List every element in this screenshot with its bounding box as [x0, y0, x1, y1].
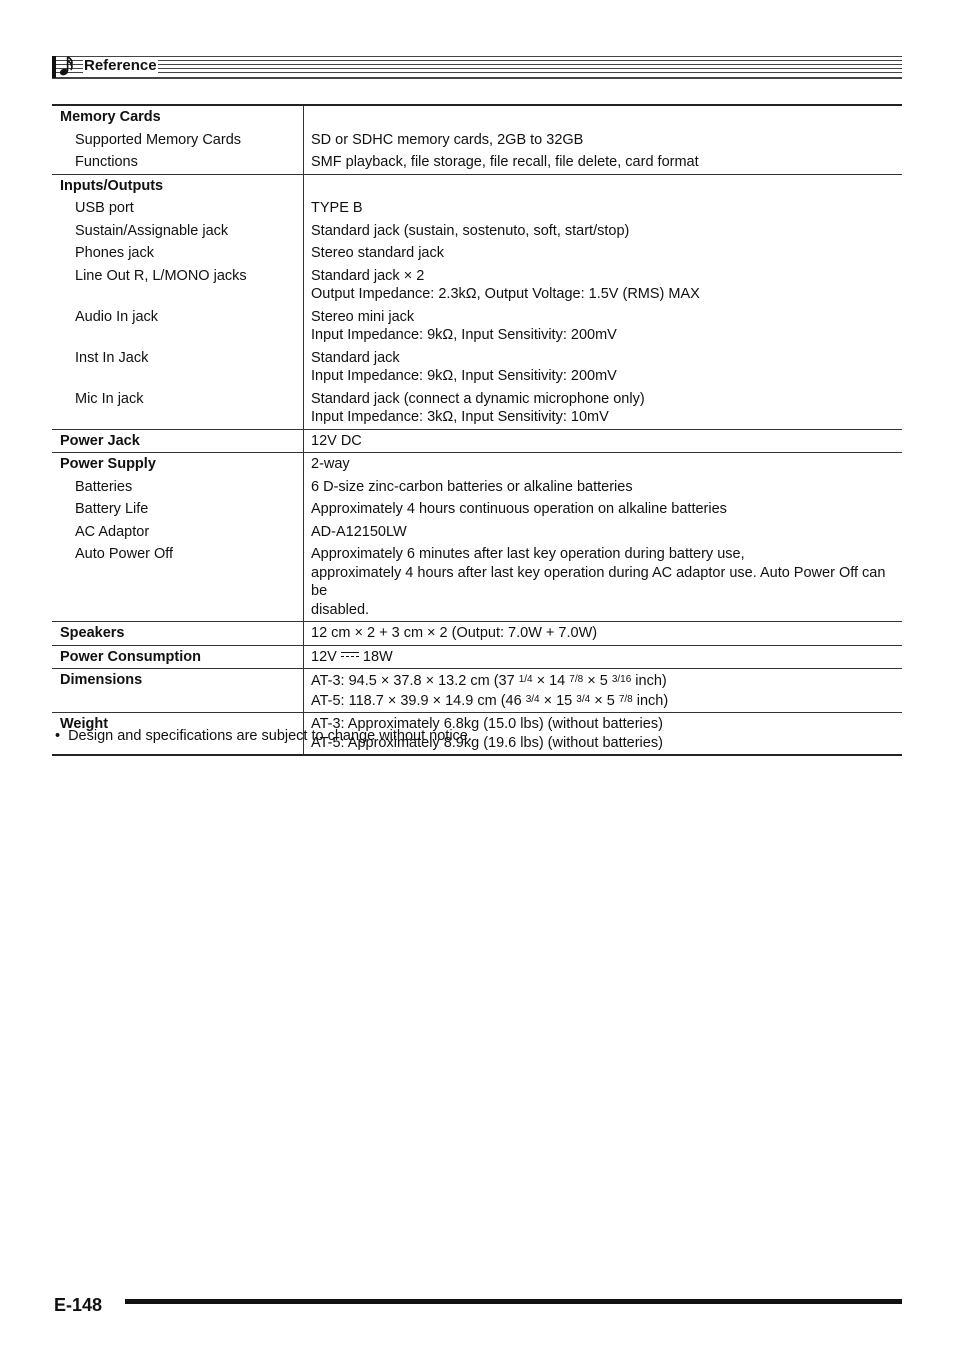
- spec-value-line: Input Impedance: 9kΩ, Input Sensitivity: 200mV: [311, 327, 617, 343]
- spec-value-line: Standard jack × 2: [311, 267, 425, 284]
- weight-line: AT-5: Approximately 8.9kg (19.6 lbs) (without batteries): [311, 734, 663, 751]
- spec-row: [52, 129, 902, 152]
- spec-value-line: Standard jack: [311, 349, 400, 366]
- dimension-text: inch): [631, 673, 667, 689]
- spec-heading: Power Supply: [52, 453, 304, 476]
- dimension-line: [311, 671, 896, 691]
- spec-heading: Power Jack: [52, 429, 304, 453]
- spec-label: Functions: [52, 151, 304, 174]
- spec-value: [304, 129, 903, 152]
- wattage: 18W: [362, 648, 393, 665]
- dimension-text: × 5: [583, 673, 612, 689]
- spec-value: [304, 220, 903, 243]
- spec-heading: Dimensions: [52, 669, 304, 713]
- spec-label: USB port: [52, 197, 304, 220]
- spec-row: [52, 476, 902, 499]
- fraction: 7/8: [618, 693, 633, 705]
- spec-heading-row: [52, 669, 902, 713]
- spec-value-line: Standard jack (connect a dynamic microphone only): [311, 390, 645, 407]
- spec-group: [52, 669, 902, 713]
- fraction: 3/4: [525, 693, 540, 705]
- spec-row: [52, 242, 902, 265]
- spec-heading-value: [304, 645, 903, 669]
- fraction: 7/8: [569, 674, 584, 685]
- dimension-text: AT-5: 118.7 × 39.9 × 14.9 cm (46: [311, 692, 526, 709]
- dimension-line: [311, 691, 896, 711]
- spec-value-line: Approximately 6 minutes after last key operation during battery use,: [311, 546, 745, 562]
- spec-value: [304, 242, 903, 265]
- spec-value-line: approximately 4 hours after last key operation during AC adaptor use. Auto Power Off can be: [311, 564, 886, 599]
- spec-heading: Power Consumption: [52, 645, 304, 669]
- spec-value: [304, 347, 903, 388]
- fraction: 3/4: [576, 693, 591, 705]
- spec-label: Inst In Jack: [52, 347, 304, 388]
- footnote: [55, 728, 472, 744]
- spec-heading-row: [52, 645, 902, 669]
- section-title: Reference: [84, 57, 157, 74]
- spec-value-line: disabled.: [311, 601, 370, 618]
- spec-label: Line Out R, L/MONO jacks: [52, 265, 304, 306]
- spec-heading-row: [52, 105, 902, 129]
- spec-heading: Inputs/Outputs: [52, 174, 304, 197]
- dimension-text: × 5: [590, 692, 619, 709]
- spec-value-line: Approximately 4 hours continuous operation on alkaline batteries: [311, 501, 727, 517]
- spec-heading: Speakers: [52, 622, 304, 646]
- page-number: E-148: [54, 1295, 103, 1315]
- footer-rule: [125, 1299, 902, 1304]
- spec-heading-row: [52, 429, 902, 453]
- spec-group: [52, 453, 902, 622]
- spec-row: [52, 220, 902, 243]
- spec-value: [304, 543, 903, 622]
- spec-value: [304, 388, 903, 430]
- dimension-text: × 14: [532, 673, 570, 689]
- fraction: 1/4: [518, 674, 533, 685]
- spec-group: [52, 174, 902, 429]
- spec-heading-value: [304, 174, 903, 197]
- spec-heading-value: 12V DC: [311, 432, 362, 449]
- spec-label: Phones jack: [52, 242, 304, 265]
- dimension-text: AT-3: 94.5 × 37.8 × 13.2 cm (37: [311, 673, 519, 689]
- spec-value-line: Standard jack (sustain, sostenuto, soft, start/stop): [311, 222, 630, 239]
- dimension-text: × 15: [539, 692, 577, 709]
- spec-row: [52, 347, 902, 388]
- spec-group: [52, 105, 902, 174]
- spec-value: [304, 306, 903, 347]
- weight-line: AT-3: Approximately 6.8kg (15.0 lbs) (without batteries): [311, 716, 663, 732]
- spec-label: Battery Life: [52, 498, 304, 521]
- spec-value-line: Stereo mini jack: [311, 308, 415, 325]
- spec-value-line: AD-A12150LW: [311, 523, 407, 540]
- spec-row: [52, 498, 902, 521]
- spec-heading-row: [52, 622, 902, 646]
- spec-row: [52, 521, 902, 544]
- spec-value: [304, 197, 903, 220]
- spec-value: [304, 521, 903, 544]
- spec-group: [52, 645, 902, 669]
- header-bar: [52, 56, 56, 78]
- spec-label: Sustain/Assignable jack: [52, 220, 304, 243]
- spec-label: Mic In jack: [52, 388, 304, 430]
- spec-row: [52, 388, 902, 430]
- spec-value-line: SMF playback, file storage, file recall, file delete, card format: [311, 154, 699, 170]
- bullet: •: [55, 728, 61, 744]
- spec-heading-value: [304, 105, 903, 129]
- spec-value: [304, 476, 903, 499]
- voltage: 12V: [311, 648, 337, 665]
- spec-value-line: SD or SDHC memory cards, 2GB to 32GB: [311, 131, 584, 148]
- spec-row: [52, 306, 902, 347]
- footnote-text: Design and specifications are subject to change without notice.: [68, 728, 472, 744]
- section-header: [52, 54, 902, 80]
- spec-value: [304, 265, 903, 306]
- spec-heading: Memory Cards: [52, 105, 304, 129]
- spec-value: [304, 151, 903, 174]
- spec-heading-value: [304, 669, 903, 713]
- spec-label: AC Adaptor: [52, 521, 304, 544]
- spec-row: [52, 197, 902, 220]
- spec-heading: Weight: [52, 713, 304, 756]
- dc-symbol-icon: [341, 652, 359, 659]
- spec-heading-row: [52, 453, 902, 476]
- spec-row: [52, 151, 902, 174]
- spec-row: [52, 265, 902, 306]
- spec-value: [304, 498, 903, 521]
- music-note-icon: [58, 55, 78, 77]
- spec-value-line: 6 D-size zinc-carbon batteries or alkaline batteries: [311, 478, 633, 495]
- spec-value-line: Output Impedance: 2.3kΩ, Output Voltage: 1.5V (RMS) MAX: [311, 286, 700, 302]
- spec-label: Supported Memory Cards: [52, 129, 304, 152]
- spec-group: [52, 622, 902, 646]
- header-rules: [52, 54, 902, 80]
- spec-label: Auto Power Off: [52, 543, 304, 622]
- spec-row: [52, 543, 902, 622]
- spec-label: Audio In jack: [52, 306, 304, 347]
- spec-value-line: TYPE B: [311, 200, 363, 216]
- spec-heading-value: 2-way: [311, 456, 350, 472]
- dimension-text: inch): [632, 692, 669, 709]
- specifications-table: [52, 104, 902, 756]
- spec-label: Batteries: [52, 476, 304, 499]
- spec-heading-value: 12 cm × 2 + 3 cm × 2 (Output: 7.0W + 7.0W): [311, 625, 598, 641]
- fraction: 3/16: [611, 674, 632, 685]
- spec-group: [52, 429, 902, 453]
- spec-value-line: Input Impedance: 9kΩ, Input Sensitivity: 200mV: [311, 368, 617, 384]
- spec-value-line: Input Impedance: 3kΩ, Input Sensitivity: 10mV: [311, 409, 609, 425]
- spec-value-line: Stereo standard jack: [311, 245, 444, 261]
- spec-heading-row: [52, 174, 902, 197]
